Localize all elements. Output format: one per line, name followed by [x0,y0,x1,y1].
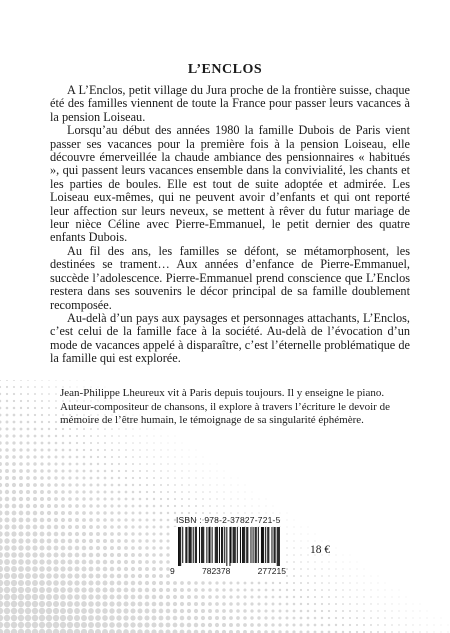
barcode-bars [170,527,286,567]
barcode-digit-group: 277215 [257,566,286,576]
author-bio-line: Auteur-compositeur de chansons, il explore à travers l’écriture le devoir de mémoire de l’être humain, le témoignage de sa singularité éphémère. [60,400,390,426]
barcode-digits [170,566,286,576]
blurb-paragraph: Lorsqu’au début des années 1980 la famille Dubois de Paris vient passer ses vacances pour la première fois à la pension Loiseau, elle découvre émerveillée la chaude ambiance des pensionnaires « habitués », qui passent leurs vacances ensemble dans la convivialité, les chants et les parties de boules. Elle est tout de suite adoptée et admirée. Les Loiseau eux-mêmes, qui ne peuvent avoir d’enfants et qui ont reporté leur affection sur leurs neveux, se mettent à rêver du futur mariage de leur nièce Céline avec Pierre-Emmanuel, le petit dernier des quatre enfants Dubois. [50,123,410,245]
blurb-paragraph: A L’Enclos, petit village du Jura proche de la frontière suisse, chaque été des familles viennent de toute la France pour passer leurs vacances à la pension Loiseau. [50,83,410,124]
barcode-digit-group: 782378 [201,566,231,576]
isbn-label: ISBN : 978-2-37827-721-5 [176,515,281,525]
price-label: 18 € [310,544,331,556]
blurb-paragraph: Au-delà d’un pays aux paysages et personnages attachants, L’Enclos, c’est celui de la famille face à la société. Au-delà de l’évocation d’un mode de vacances appelé à disparaître, c’est l’éternelle problématique de la famille qui est explorée. [50,310,410,366]
barcode-digit-group: 9 [170,566,175,576]
back-cover-blurb [50,84,410,366]
book-title: L’ENCLOS [187,62,263,77]
author-bio-line: Jean-Philippe Lheureux vit à Paris depuis toujours. Il y enseigne le piano. [60,387,385,399]
author-bio [60,387,410,428]
blurb-paragraph: Au fil des ans, les familles se défont, se métamorphosent, les destinées se trament… Aux années d’enfance de Pierre-Emmanuel, succède l’adolescence. Pierre-Emmanuel prend conscience que L’Enclos restera dans ses souvenirs le décor principal de sa famille doublement recomposée. [50,243,410,312]
